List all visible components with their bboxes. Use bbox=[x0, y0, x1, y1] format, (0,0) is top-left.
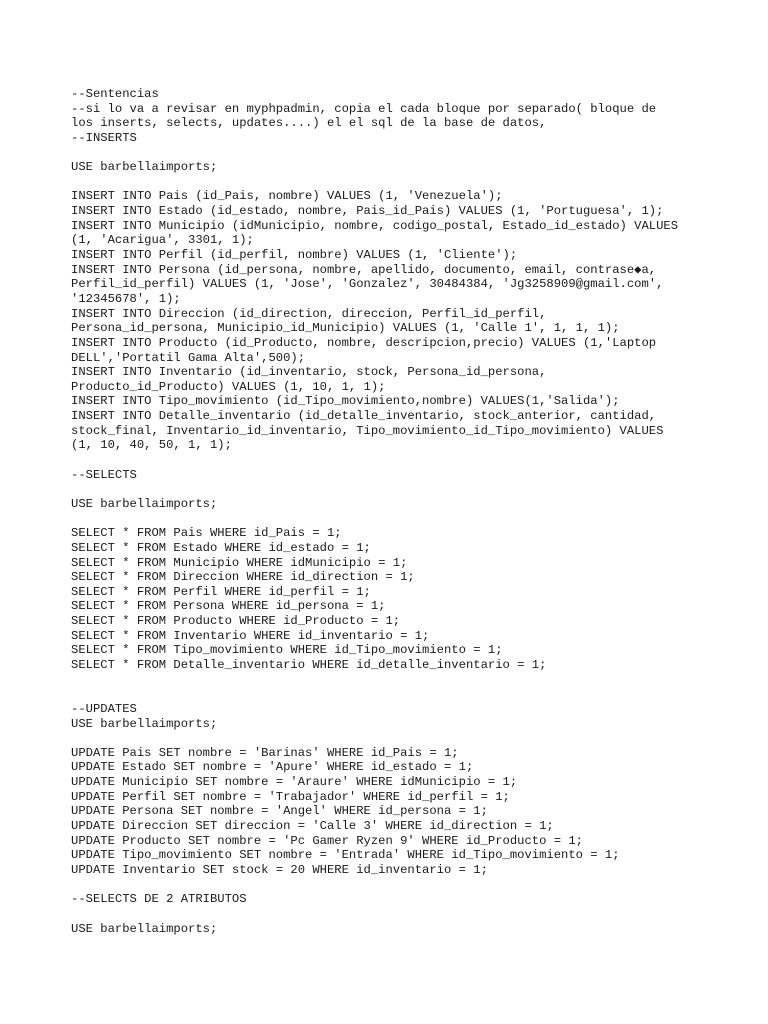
document-line: Persona_id_persona, Municipio_id_Municipio) VALUES (1, 'Calle 1', 1, 1, 1); bbox=[71, 321, 620, 336]
document-line: INSERT INTO Detalle_inventario (id_detalle_inventario, stock_anterior, cantidad, bbox=[71, 409, 657, 424]
document-line bbox=[71, 175, 731, 190]
document-line: (1, 10, 40, 50, 1, 1); bbox=[71, 438, 232, 453]
document-line: INSERT INTO Pais (id_Pais, nombre) VALUES (1, 'Venezuela'); bbox=[71, 189, 503, 204]
sql-document-text bbox=[71, 87, 731, 936]
document-line: USE barbellaimports; bbox=[71, 496, 218, 511]
document-line: SELECT * FROM Tipo_movimiento WHERE id_Tipo_movimiento = 1; bbox=[71, 643, 503, 658]
document-line: UPDATE Municipio SET nombre = 'Araure' WHERE idMunicipio = 1; bbox=[71, 775, 518, 790]
document-line: INSERT INTO Inventario (id_inventario, stock, Persona_id_persona, bbox=[71, 365, 547, 380]
document-line bbox=[71, 731, 731, 746]
document-line: INSERT INTO Direccion (id_direction, direccion, Perfil_id_perfil, bbox=[71, 306, 547, 321]
document-line: USE barbellaimports; bbox=[71, 716, 218, 731]
document-line: SELECT * FROM Perfil WHERE id_perfil = 1; bbox=[71, 584, 371, 599]
document-line: UPDATE Direccion SET direccion = 'Calle 3' WHERE id_direction = 1; bbox=[71, 819, 554, 834]
document-line: UPDATE Inventario SET stock = 20 WHERE id_inventario = 1; bbox=[71, 862, 488, 877]
document-line: los inserts, selects, updates....) el el sql de la base de datos, bbox=[71, 116, 547, 131]
document-line bbox=[71, 453, 731, 468]
document-line: USE barbellaimports; bbox=[71, 921, 218, 936]
document-line bbox=[71, 687, 731, 702]
document-line: INSERT INTO Producto (id_Producto, nombre, descripcion,precio) VALUES (1,'Laptop bbox=[71, 335, 657, 350]
document-line bbox=[71, 673, 731, 688]
document-line: UPDATE Pais SET nombre = 'Barinas' WHERE id_Pais = 1; bbox=[71, 745, 459, 760]
document-line: UPDATE Producto SET nombre = 'Pc Gamer Ryzen 9' WHERE id_Producto = 1; bbox=[71, 833, 583, 848]
document-line: INSERT INTO Tipo_movimiento (id_Tipo_movimiento,nombre) VALUES(1,'Salida'); bbox=[71, 394, 620, 409]
document-line: INSERT INTO Persona (id_persona, nombre, apellido, documento, email, contrase◆a, bbox=[71, 262, 657, 277]
document-line: SELECT * FROM Detalle_inventario WHERE id_detalle_inventario = 1; bbox=[71, 657, 547, 672]
document-line: UPDATE Perfil SET nombre = 'Trabajador' WHERE id_perfil = 1; bbox=[71, 789, 510, 804]
document-line: SELECT * FROM Inventario WHERE id_inventario = 1; bbox=[71, 628, 430, 643]
document-line bbox=[71, 878, 731, 893]
document-line: Producto_id_Producto) VALUES (1, 10, 1, 1); bbox=[71, 379, 386, 394]
document-line: (1, 'Acarigua', 3301, 1); bbox=[71, 233, 254, 248]
document-line: USE barbellaimports; bbox=[71, 160, 218, 175]
document-line: --Sentencias bbox=[71, 87, 159, 101]
document-line: '12345678', 1); bbox=[71, 291, 181, 306]
document-line: SELECT * FROM Pais WHERE id_Pais = 1; bbox=[71, 526, 342, 541]
document-line: DELL','Portatil Gama Alta',500); bbox=[71, 350, 306, 365]
document-line: UPDATE Persona SET nombre = 'Angel' WHERE id_persona = 1; bbox=[71, 804, 488, 819]
document-line bbox=[71, 482, 731, 497]
document-line: --UPDATES bbox=[71, 701, 137, 716]
document-line: INSERT INTO Estado (id_estado, nombre, Pais_id_Pais) VALUES (1, 'Portuguesa', 1); bbox=[71, 204, 664, 219]
document-line: --INSERTS bbox=[71, 130, 137, 145]
document-line: UPDATE Tipo_movimiento SET nombre = 'Entrada' WHERE id_Tipo_movimiento = 1; bbox=[71, 848, 620, 863]
document-line bbox=[71, 512, 731, 527]
document-line: --SELECTS DE 2 ATRIBUTOS bbox=[71, 892, 247, 907]
document-line: --SELECTS bbox=[71, 467, 137, 482]
document-line: SELECT * FROM Direccion WHERE id_direction = 1; bbox=[71, 570, 415, 585]
document-line: INSERT INTO Municipio (idMunicipio, nombre, codigo_postal, Estado_id_estado) VALUES bbox=[71, 218, 679, 233]
document-line: Perfil_id_perfil) VALUES (1, 'Jose', 'Gonzalez', 30484384, 'Jg3258909@gmail.com', bbox=[71, 277, 664, 292]
document-line: UPDATE Estado SET nombre = 'Apure' WHERE id_estado = 1; bbox=[71, 760, 474, 775]
document-line: INSERT INTO Perfil (id_perfil, nombre) VALUES (1, 'Cliente'); bbox=[71, 248, 518, 263]
document-line: SELECT * FROM Municipio WHERE idMunicipio = 1; bbox=[71, 555, 408, 570]
document-line: SELECT * FROM Persona WHERE id_persona = 1; bbox=[71, 599, 386, 614]
document-line: SELECT * FROM Producto WHERE id_Producto = 1; bbox=[71, 614, 401, 629]
document-line bbox=[71, 146, 731, 161]
document-line: --si lo va a revisar en myphpadmin, copia el cada bloque por separado( bloque de bbox=[71, 101, 657, 116]
document-line bbox=[71, 907, 731, 922]
document-line: SELECT * FROM Estado WHERE id_estado = 1; bbox=[71, 540, 371, 555]
document-line: stock_final, Inventario_id_inventario, Tipo_movimiento_id_Tipo_movimiento) VALUES bbox=[71, 423, 664, 438]
